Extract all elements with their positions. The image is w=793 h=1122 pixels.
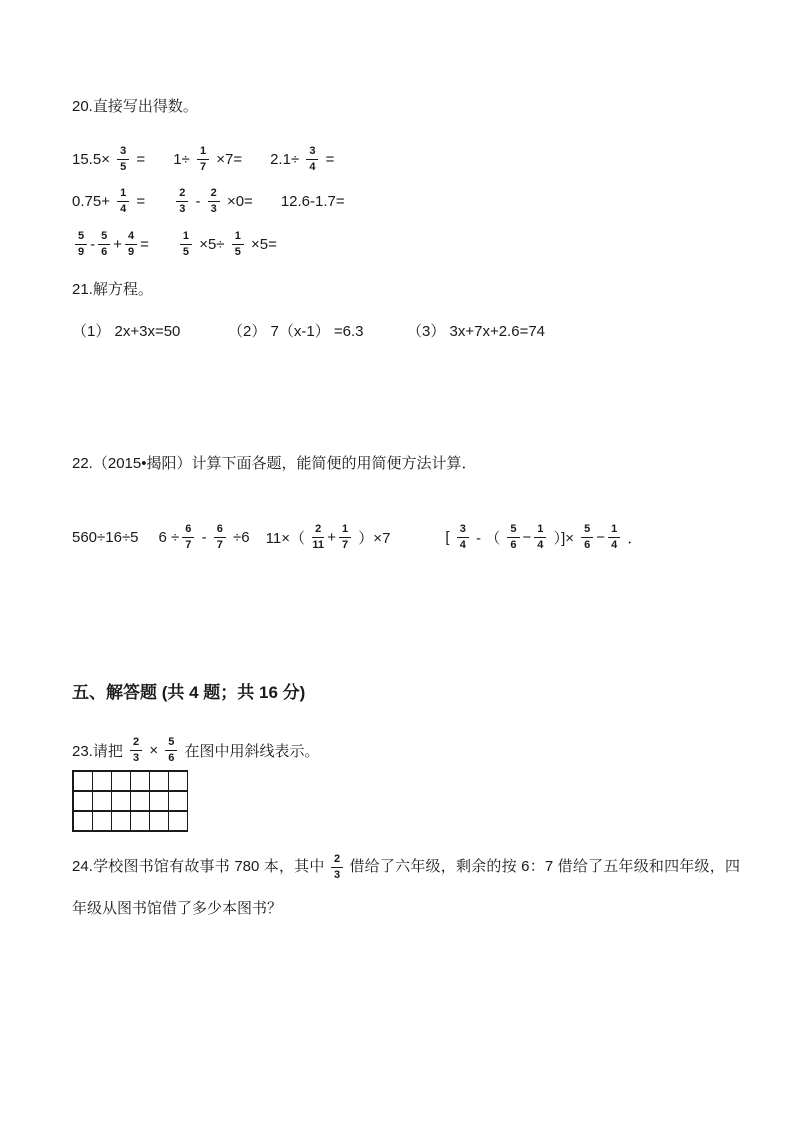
fraction-numerator: 5 xyxy=(507,524,519,538)
math-expression xyxy=(72,529,139,546)
fraction-denominator: 7 xyxy=(199,160,207,173)
fraction-denominator: 9 xyxy=(78,245,85,258)
fraction xyxy=(339,524,351,551)
math-text: − xyxy=(596,528,606,546)
grid-cell xyxy=(111,811,131,831)
grid-cell xyxy=(73,771,93,791)
fraction-numerator: 2 xyxy=(208,188,220,202)
math-text: ×5= xyxy=(246,235,277,253)
math-text: = xyxy=(132,150,146,168)
fraction-denominator: 5 xyxy=(234,245,241,258)
math-text: = xyxy=(140,235,149,253)
math-text: 0.75+ xyxy=(72,192,115,210)
fraction xyxy=(507,524,519,551)
fraction-denominator: 9 xyxy=(128,245,135,258)
grid-cell xyxy=(111,791,131,811)
fraction xyxy=(125,231,137,258)
math-text: − xyxy=(522,528,532,546)
fraction-denominator: 6 xyxy=(101,245,108,258)
fraction xyxy=(306,146,318,173)
fraction-numerator: 5 xyxy=(165,737,177,751)
fraction-denominator: 4 xyxy=(537,538,544,551)
math-expression xyxy=(445,524,642,551)
math-text: 12.6-1.7= xyxy=(280,192,345,210)
q20-row-1 xyxy=(72,141,740,177)
math-text: - xyxy=(90,235,96,253)
math-expression xyxy=(177,231,277,258)
math-expression xyxy=(270,146,334,173)
math-text: + xyxy=(113,235,123,253)
fraction-numerator: 5 xyxy=(98,231,110,245)
question-23-text xyxy=(72,733,320,767)
section-5-title: 五、解答题 (共 4 题；共 16 分) xyxy=(72,683,306,702)
math-text: - xyxy=(197,528,211,546)
question-20-title: 20.直接写出得数。 xyxy=(72,98,198,115)
math-text: × xyxy=(145,741,163,759)
grid-cell xyxy=(92,811,112,831)
math-expression xyxy=(173,188,253,215)
equation-item: （3） 3x+7x+2.6=74 xyxy=(407,323,546,340)
fraction-denominator: 3 xyxy=(133,751,140,764)
grid-cell xyxy=(168,771,188,791)
fraction-numerator: 6 xyxy=(214,524,226,538)
math-expression xyxy=(159,524,250,551)
grid-cell xyxy=(149,791,169,811)
grid-cell xyxy=(168,791,188,811)
fraction xyxy=(130,737,142,764)
fraction xyxy=(176,188,188,215)
math-expression xyxy=(173,146,242,173)
fraction xyxy=(117,146,129,173)
fraction-denominator: 7 xyxy=(342,538,349,551)
fraction-numerator: 1 xyxy=(608,524,620,538)
question-22-title: 22.（2015•揭阳）计算下面各题，能简便的用简便方法计算． xyxy=(72,455,477,472)
fraction-denominator: 3 xyxy=(210,202,217,215)
math-text: ÷6 xyxy=(228,528,250,546)
fraction-numerator: 4 xyxy=(125,231,137,245)
fraction xyxy=(457,524,469,551)
fraction-numerator: 1 xyxy=(117,188,129,202)
fraction xyxy=(312,524,324,551)
q20-row-3 xyxy=(72,226,740,262)
fraction-denominator: 4 xyxy=(611,538,618,551)
math-expression xyxy=(72,188,145,215)
math-expression xyxy=(281,193,345,210)
fraction-denominator: 6 xyxy=(584,538,591,551)
math-text: 1÷ xyxy=(173,150,194,168)
grid-cell xyxy=(130,811,150,831)
fraction-denominator: 7 xyxy=(185,538,192,551)
fraction-numerator: 1 xyxy=(534,524,546,538)
math-text: ×0= xyxy=(222,192,253,210)
math-text: ）]× xyxy=(549,529,579,547)
fraction-numerator: 1 xyxy=(197,146,209,160)
fraction xyxy=(98,231,110,258)
math-text: 6 ÷ xyxy=(158,528,180,546)
math-text: + xyxy=(327,528,337,546)
q22-expression-row xyxy=(72,518,740,556)
math-text: ）×7 xyxy=(354,529,391,547)
grid-cell xyxy=(149,771,169,791)
fraction-numerator: 2 xyxy=(176,188,188,202)
math-text: - （ xyxy=(471,529,505,547)
fraction xyxy=(534,524,546,551)
fraction-numerator: 1 xyxy=(232,231,244,245)
fraction-denominator: 6 xyxy=(510,538,517,551)
fraction-denominator: 4 xyxy=(459,538,466,551)
fraction xyxy=(208,188,220,215)
fraction-numerator: 2 xyxy=(312,524,324,538)
fraction xyxy=(232,231,244,258)
fraction-denominator: 5 xyxy=(182,245,190,258)
fraction-numerator: 2 xyxy=(331,854,343,868)
grid-cell xyxy=(92,791,112,811)
math-text: 15.5× xyxy=(72,150,115,168)
equation-item: （2） 7（x-1） =6.3 xyxy=(228,323,364,340)
grid-cell xyxy=(168,811,188,831)
fraction xyxy=(117,188,129,215)
fraction-numerator: 3 xyxy=(306,146,318,160)
fraction-denominator: 4 xyxy=(120,202,127,215)
math-expression xyxy=(72,146,145,173)
fraction xyxy=(331,854,343,881)
fraction-denominator: 5 xyxy=(120,160,127,173)
q20-row-2 xyxy=(72,183,740,219)
fraction-denominator: 3 xyxy=(333,868,341,881)
fraction xyxy=(581,524,593,551)
math-expression xyxy=(72,231,149,258)
fraction xyxy=(182,524,194,551)
math-text: 560÷16÷5 xyxy=(72,528,139,546)
math-text: ×5÷ xyxy=(195,235,229,253)
fraction-denominator: 7 xyxy=(216,538,223,551)
fraction-denominator: 6 xyxy=(168,751,175,764)
fraction-numerator: 5 xyxy=(581,524,593,538)
fraction-denominator: 4 xyxy=(309,160,316,173)
math-text: 2.1÷ xyxy=(270,150,304,168)
grid-cell xyxy=(73,811,93,831)
math-text: ． xyxy=(623,529,643,547)
fraction-numerator: 3 xyxy=(457,524,469,538)
grid-cell xyxy=(111,771,131,791)
grid-cell xyxy=(130,791,150,811)
math-text: 借给了六年级，剩余的按 6：7 借给了五年级和四年级，四年级从图书馆借了多少本图书？ xyxy=(72,858,740,917)
fraction-numerator: 5 xyxy=(75,231,87,245)
fraction-numerator: 2 xyxy=(130,737,142,751)
fraction-numerator: 3 xyxy=(117,146,129,160)
fraction xyxy=(75,231,87,258)
fraction xyxy=(197,146,209,173)
fraction-numerator: 6 xyxy=(182,524,194,538)
grid-cell xyxy=(73,791,93,811)
math-text: = xyxy=(321,150,335,168)
equation-item: （1） 2x+3x=50 xyxy=(72,323,181,340)
shading-grid xyxy=(72,770,188,832)
math-text: 11×（ xyxy=(265,529,310,547)
math-expression xyxy=(266,524,391,551)
fraction-denominator: 3 xyxy=(179,202,186,215)
math-text: - xyxy=(191,192,205,210)
question-24-text xyxy=(72,846,740,930)
fraction xyxy=(214,524,226,551)
fraction xyxy=(180,231,192,258)
math-text: 23.请把 xyxy=(72,742,128,760)
math-text: 24.学校图书馆有故事书 780 本，其中 xyxy=(72,858,329,875)
math-text: 在图中用斜线表示。 xyxy=(180,742,320,760)
fraction-numerator: 1 xyxy=(339,524,351,538)
equation-list xyxy=(72,322,740,342)
grid-cell xyxy=(92,771,112,791)
question-21-title: 21.解方程。 xyxy=(72,281,153,298)
grid-cell xyxy=(130,771,150,791)
math-text: ×7= xyxy=(212,150,243,168)
fraction xyxy=(608,524,620,551)
grid-cell xyxy=(149,811,169,831)
math-text: = xyxy=(132,192,146,210)
math-text: [ xyxy=(445,528,454,546)
fraction-numerator: 1 xyxy=(180,231,192,245)
fraction xyxy=(165,737,177,764)
fraction-denominator: 11 xyxy=(312,538,324,551)
